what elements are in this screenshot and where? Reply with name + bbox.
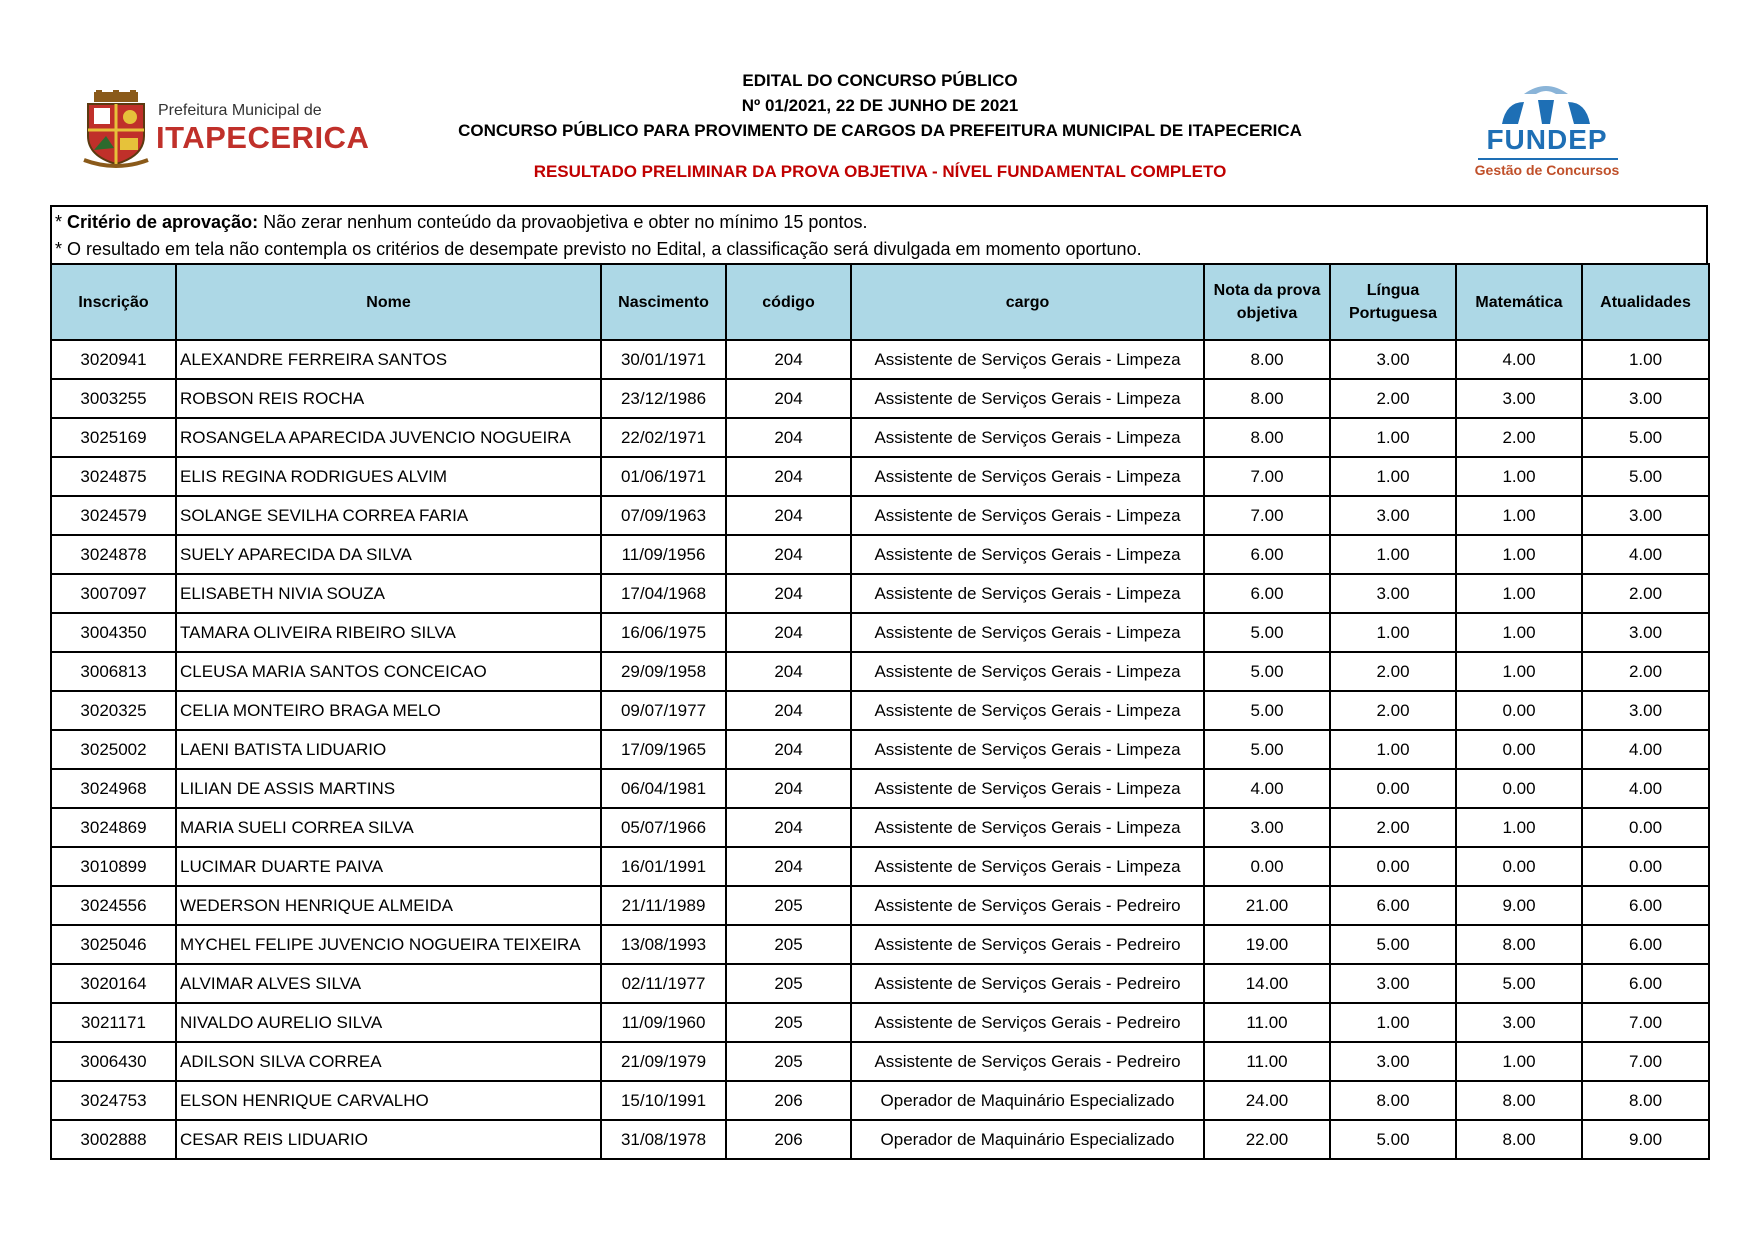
lingua-cell: 6.00 [1330, 886, 1456, 925]
column-header-cargo: cargo [851, 264, 1204, 340]
matematica-cell: 4.00 [1456, 340, 1582, 379]
matematica-cell: 3.00 [1456, 379, 1582, 418]
codigo-cell: 206 [726, 1081, 851, 1120]
nome-cell: MARIA SUELI CORREA SILVA [176, 808, 601, 847]
cargo-cell: Assistente de Serviços Gerais - Limpeza [851, 418, 1204, 457]
column-header-codigo: código [726, 264, 851, 340]
lingua-cell: 3.00 [1330, 496, 1456, 535]
nome-cell: WEDERSON HENRIQUE ALMEIDA [176, 886, 601, 925]
results-table [50, 263, 1710, 1160]
fundep-brand: FUNDEP [1486, 124, 1608, 155]
matematica-cell: 1.00 [1456, 535, 1582, 574]
atualidades-cell: 5.00 [1582, 457, 1709, 496]
codigo-cell: 204 [726, 574, 851, 613]
table-row [51, 730, 1709, 769]
nascimento-cell: 22/02/1971 [601, 418, 726, 457]
nascimento-cell: 11/09/1956 [601, 535, 726, 574]
codigo-cell: 204 [726, 535, 851, 574]
criterion-label: Critério de aprovação: [67, 212, 259, 232]
inscricao-cell: 3024556 [51, 886, 176, 925]
lingua-cell: 5.00 [1330, 925, 1456, 964]
matematica-cell: 1.00 [1456, 613, 1582, 652]
atualidades-cell: 3.00 [1582, 691, 1709, 730]
nota-cell: 11.00 [1204, 1003, 1330, 1042]
table-row [51, 1120, 1709, 1159]
codigo-cell: 205 [726, 886, 851, 925]
atualidades-cell: 9.00 [1582, 1120, 1709, 1159]
cargo-cell: Assistente de Serviços Gerais - Limpeza [851, 730, 1204, 769]
lingua-cell: 0.00 [1330, 769, 1456, 808]
inscricao-cell: 3024878 [51, 535, 176, 574]
cargo-cell: Assistente de Serviços Gerais - Limpeza [851, 457, 1204, 496]
atualidades-cell: 4.00 [1582, 730, 1709, 769]
table-row [51, 1042, 1709, 1081]
nota-cell: 0.00 [1204, 847, 1330, 886]
nota-cell: 5.00 [1204, 613, 1330, 652]
results-body [51, 340, 1709, 1159]
codigo-cell: 204 [726, 379, 851, 418]
nascimento-cell: 16/01/1991 [601, 847, 726, 886]
matematica-cell: 1.00 [1456, 457, 1582, 496]
matematica-cell: 0.00 [1456, 730, 1582, 769]
cargo-cell: Assistente de Serviços Gerais - Limpeza [851, 535, 1204, 574]
table-row [51, 379, 1709, 418]
nascimento-cell: 15/10/1991 [601, 1081, 726, 1120]
lingua-cell: 2.00 [1330, 379, 1456, 418]
cargo-cell: Assistente de Serviços Gerais - Limpeza [851, 379, 1204, 418]
table-header-row [51, 264, 1709, 340]
brand-underline [1478, 158, 1618, 160]
nascimento-cell: 06/04/1981 [601, 769, 726, 808]
nota-cell: 8.00 [1204, 379, 1330, 418]
nascimento-cell: 13/08/1993 [601, 925, 726, 964]
nome-cell: ELIS REGINA RODRIGUES ALVIM [176, 457, 601, 496]
matematica-cell: 8.00 [1456, 1120, 1582, 1159]
codigo-cell: 205 [726, 1003, 851, 1042]
atualidades-cell: 3.00 [1582, 379, 1709, 418]
nome-cell: SUELY APARECIDA DA SILVA [176, 535, 601, 574]
inscricao-cell: 3024968 [51, 769, 176, 808]
matematica-cell: 0.00 [1456, 769, 1582, 808]
nome-cell: NIVALDO AURELIO SILVA [176, 1003, 601, 1042]
atualidades-cell: 7.00 [1582, 1042, 1709, 1081]
cargo-cell: Assistente de Serviços Gerais - Pedreiro [851, 1003, 1204, 1042]
cargo-cell: Assistente de Serviços Gerais - Limpeza [851, 769, 1204, 808]
inscricao-cell: 3004350 [51, 613, 176, 652]
cargo-cell: Assistente de Serviços Gerais - Limpeza [851, 496, 1204, 535]
atualidades-cell: 1.00 [1582, 340, 1709, 379]
cargo-cell: Assistente de Serviços Gerais - Limpeza [851, 652, 1204, 691]
nome-cell: ROSANGELA APARECIDA JUVENCIO NOGUEIRA [176, 418, 601, 457]
nota-cell: 7.00 [1204, 496, 1330, 535]
matematica-cell: 0.00 [1456, 847, 1582, 886]
lingua-cell: 0.00 [1330, 847, 1456, 886]
inscricao-cell: 3002888 [51, 1120, 176, 1159]
table-row [51, 652, 1709, 691]
table-row [51, 457, 1709, 496]
lingua-cell: 3.00 [1330, 340, 1456, 379]
column-header-nascimento: Nascimento [601, 264, 726, 340]
inscricao-cell: 3024753 [51, 1081, 176, 1120]
lingua-cell: 2.00 [1330, 691, 1456, 730]
column-header-nome: Nome [176, 264, 601, 340]
nota-cell: 14.00 [1204, 964, 1330, 1003]
inscricao-cell: 3020164 [51, 964, 176, 1003]
inscricao-cell: 3021171 [51, 1003, 176, 1042]
table-row [51, 535, 1709, 574]
table-row [51, 691, 1709, 730]
nascimento-cell: 21/11/1989 [601, 886, 726, 925]
nome-cell: TAMARA OLIVEIRA RIBEIRO SILVA [176, 613, 601, 652]
logo-city-name: ITAPECERICA [156, 120, 370, 155]
nome-cell: ALEXANDRE FERREIRA SANTOS [176, 340, 601, 379]
codigo-cell: 204 [726, 847, 851, 886]
nascimento-cell: 29/09/1958 [601, 652, 726, 691]
nascimento-cell: 16/06/1975 [601, 613, 726, 652]
criterion-text: Não zerar nenhum conteúdo da provaobjetiva e obter no mínimo 15 pontos. [258, 212, 868, 232]
nome-cell: LAENI BATISTA LIDUARIO [176, 730, 601, 769]
table-row [51, 886, 1709, 925]
inscricao-cell: 3007097 [51, 574, 176, 613]
result-subtitle: RESULTADO PRELIMINAR DA PROVA OBJETIVA - NÍVEL FUNDAMENTAL COMPLETO [533, 162, 1227, 181]
table-row [51, 418, 1709, 457]
table-row [51, 847, 1709, 886]
codigo-cell: 204 [726, 418, 851, 457]
atualidades-cell: 6.00 [1582, 925, 1709, 964]
fundep-mark-icon [1496, 80, 1596, 126]
matematica-cell: 8.00 [1456, 1081, 1582, 1120]
atualidades-cell: 0.00 [1582, 808, 1709, 847]
codigo-cell: 204 [726, 652, 851, 691]
atualidades-cell: 5.00 [1582, 418, 1709, 457]
atualidades-cell: 4.00 [1582, 535, 1709, 574]
cargo-cell: Assistente de Serviços Gerais - Limpeza [851, 847, 1204, 886]
column-header-matematica: Matemática [1456, 264, 1582, 340]
cargo-cell: Assistente de Serviços Gerais - Pedreiro [851, 886, 1204, 925]
matematica-cell: 3.00 [1456, 1003, 1582, 1042]
nota-cell: 5.00 [1204, 652, 1330, 691]
matematica-cell: 1.00 [1456, 808, 1582, 847]
logo-subtitle: Prefeitura Municipal de [158, 102, 322, 119]
atualidades-cell: 3.00 [1582, 496, 1709, 535]
cargo-cell: Assistente de Serviços Gerais - Limpeza [851, 691, 1204, 730]
table-row [51, 1081, 1709, 1120]
codigo-cell: 204 [726, 730, 851, 769]
nascimento-cell: 17/04/1968 [601, 574, 726, 613]
header-line-2: Nº 01/2021, 22 DE JUNHO DE 2021 [741, 96, 1019, 115]
atualidades-cell: 2.00 [1582, 652, 1709, 691]
atualidades-cell: 0.00 [1582, 847, 1709, 886]
lingua-cell: 3.00 [1330, 964, 1456, 1003]
codigo-cell: 204 [726, 457, 851, 496]
column-header-lingua: Língua Portuguesa [1330, 264, 1456, 340]
inscricao-cell: 3024869 [51, 808, 176, 847]
lingua-cell: 2.00 [1330, 652, 1456, 691]
lingua-cell: 2.00 [1330, 808, 1456, 847]
inscricao-cell: 3010899 [51, 847, 176, 886]
nascimento-cell: 01/06/1971 [601, 457, 726, 496]
codigo-cell: 205 [726, 1042, 851, 1081]
column-header-atualidades: Atualidades [1582, 264, 1709, 340]
lingua-cell: 5.00 [1330, 1120, 1456, 1159]
atualidades-cell: 6.00 [1582, 886, 1709, 925]
atualidades-cell: 4.00 [1582, 769, 1709, 808]
codigo-cell: 204 [726, 691, 851, 730]
lingua-cell: 8.00 [1330, 1081, 1456, 1120]
codigo-cell: 206 [726, 1120, 851, 1159]
atualidades-cell: 8.00 [1582, 1081, 1709, 1120]
cargo-cell: Assistente de Serviços Gerais - Limpeza [851, 613, 1204, 652]
nascimento-cell: 21/09/1979 [601, 1042, 726, 1081]
coat-of-arms-icon [80, 90, 152, 170]
cargo-cell: Assistente de Serviços Gerais - Pedreiro [851, 964, 1204, 1003]
nota-cell: 6.00 [1204, 574, 1330, 613]
matematica-cell: 9.00 [1456, 886, 1582, 925]
criterion-note: * Critério de aprovação: Não zerar nenhum conteúdo da provaobjetiva e obter no mínimo 15 pontos. [55, 212, 868, 232]
atualidades-cell: 6.00 [1582, 964, 1709, 1003]
codigo-cell: 204 [726, 613, 851, 652]
nome-cell: ADILSON SILVA CORREA [176, 1042, 601, 1081]
nota-cell: 5.00 [1204, 730, 1330, 769]
inscricao-cell: 3020325 [51, 691, 176, 730]
lingua-cell: 3.00 [1330, 1042, 1456, 1081]
matematica-cell: 1.00 [1456, 496, 1582, 535]
nome-cell: CESAR REIS LIDUARIO [176, 1120, 601, 1159]
nascimento-cell: 17/09/1965 [601, 730, 726, 769]
nascimento-cell: 07/09/1963 [601, 496, 726, 535]
inscricao-cell: 3024875 [51, 457, 176, 496]
inscricao-cell: 3025002 [51, 730, 176, 769]
cargo-cell: Assistente de Serviços Gerais - Limpeza [851, 574, 1204, 613]
matematica-cell: 5.00 [1456, 964, 1582, 1003]
cargo-cell: Assistente de Serviços Gerais - Pedreiro [851, 1042, 1204, 1081]
lingua-cell: 1.00 [1330, 418, 1456, 457]
nota-cell: 7.00 [1204, 457, 1330, 496]
table-row [51, 964, 1709, 1003]
inscricao-cell: 3006430 [51, 1042, 176, 1081]
matematica-cell: 2.00 [1456, 418, 1582, 457]
lingua-cell: 1.00 [1330, 730, 1456, 769]
nome-cell: MYCHEL FELIPE JUVENCIO NOGUEIRA TEIXEIRA [176, 925, 601, 964]
codigo-cell: 205 [726, 925, 851, 964]
nome-cell: ROBSON REIS ROCHA [176, 379, 601, 418]
cargo-cell: Assistente de Serviços Gerais - Limpeza [851, 340, 1204, 379]
atualidades-cell: 2.00 [1582, 574, 1709, 613]
nota-cell: 11.00 [1204, 1042, 1330, 1081]
codigo-cell: 204 [726, 808, 851, 847]
fundep-logo [1468, 80, 1638, 178]
table-row [51, 808, 1709, 847]
matematica-cell: 8.00 [1456, 925, 1582, 964]
nota-cell: 3.00 [1204, 808, 1330, 847]
lingua-cell: 1.00 [1330, 1003, 1456, 1042]
atualidades-cell: 3.00 [1582, 613, 1709, 652]
cargo-cell: Assistente de Serviços Gerais - Limpeza [851, 808, 1204, 847]
inscricao-cell: 3025169 [51, 418, 176, 457]
table-row [51, 925, 1709, 964]
nota-cell: 5.00 [1204, 691, 1330, 730]
nome-cell: ELISABETH NIVIA SOUZA [176, 574, 601, 613]
inscricao-cell: 3025046 [51, 925, 176, 964]
matematica-cell: 1.00 [1456, 574, 1582, 613]
nome-cell: CELIA MONTEIRO BRAGA MELO [176, 691, 601, 730]
nota-cell: 24.00 [1204, 1081, 1330, 1120]
table-row [51, 496, 1709, 535]
lingua-cell: 1.00 [1330, 457, 1456, 496]
nota-cell: 21.00 [1204, 886, 1330, 925]
codigo-cell: 204 [726, 340, 851, 379]
column-header-nota: Nota da prova objetiva [1204, 264, 1330, 340]
codigo-cell: 204 [726, 769, 851, 808]
nome-cell: SOLANGE SEVILHA CORREA FARIA [176, 496, 601, 535]
nota-cell: 4.00 [1204, 769, 1330, 808]
codigo-cell: 205 [726, 964, 851, 1003]
nome-cell: ALVIMAR ALVES SILVA [176, 964, 601, 1003]
nascimento-cell: 05/07/1966 [601, 808, 726, 847]
table-row [51, 613, 1709, 652]
inscricao-cell: 3024579 [51, 496, 176, 535]
table-row [51, 769, 1709, 808]
lingua-cell: 3.00 [1330, 574, 1456, 613]
inscricao-cell: 3003255 [51, 379, 176, 418]
nota-cell: 19.00 [1204, 925, 1330, 964]
inscricao-cell: 3020941 [51, 340, 176, 379]
nascimento-cell: 11/09/1960 [601, 1003, 726, 1042]
lingua-cell: 1.00 [1330, 613, 1456, 652]
nascimento-cell: 02/11/1977 [601, 964, 726, 1003]
matematica-cell: 0.00 [1456, 691, 1582, 730]
atualidades-cell: 7.00 [1582, 1003, 1709, 1042]
table-row [51, 340, 1709, 379]
lingua-cell: 1.00 [1330, 535, 1456, 574]
nascimento-cell: 30/01/1971 [601, 340, 726, 379]
table-row [51, 574, 1709, 613]
nota-cell: 6.00 [1204, 535, 1330, 574]
disclaimer-note: * O resultado em tela não contempla os critérios de desempate previsto no Edital, a classificação será divulgada em momento oportuno. [55, 239, 1142, 259]
matematica-cell: 1.00 [1456, 652, 1582, 691]
prefeitura-logo [80, 90, 370, 172]
table-row [51, 1003, 1709, 1042]
cargo-cell: Operador de Maquinário Especializado [851, 1120, 1204, 1159]
codigo-cell: 204 [726, 496, 851, 535]
nome-cell: ELSON HENRIQUE CARVALHO [176, 1081, 601, 1120]
column-header-inscricao: Inscrição [51, 264, 176, 340]
fundep-tagline: Gestão de Concursos [1474, 162, 1620, 178]
nota-cell: 8.00 [1204, 418, 1330, 457]
inscricao-cell: 3006813 [51, 652, 176, 691]
nascimento-cell: 31/08/1978 [601, 1120, 726, 1159]
cargo-cell: Assistente de Serviços Gerais - Pedreiro [851, 925, 1204, 964]
nome-cell: CLEUSA MARIA SANTOS CONCEICAO [176, 652, 601, 691]
nascimento-cell: 09/07/1977 [601, 691, 726, 730]
header-line-3: CONCURSO PÚBLICO PARA PROVIMENTO DE CARGOS DA PREFEITURA MUNICIPAL DE ITAPECERICA [458, 121, 1302, 140]
nome-cell: LUCIMAR DUARTE PAIVA [176, 847, 601, 886]
nome-cell: LILIAN DE ASSIS MARTINS [176, 769, 601, 808]
matematica-cell: 1.00 [1456, 1042, 1582, 1081]
header-line-1: EDITAL DO CONCURSO PÚBLICO [742, 71, 1018, 90]
document-header [420, 68, 1340, 184]
cargo-cell: Operador de Maquinário Especializado [851, 1081, 1204, 1120]
nascimento-cell: 23/12/1986 [601, 379, 726, 418]
notes-box [50, 205, 1708, 263]
nota-cell: 22.00 [1204, 1120, 1330, 1159]
nota-cell: 8.00 [1204, 340, 1330, 379]
